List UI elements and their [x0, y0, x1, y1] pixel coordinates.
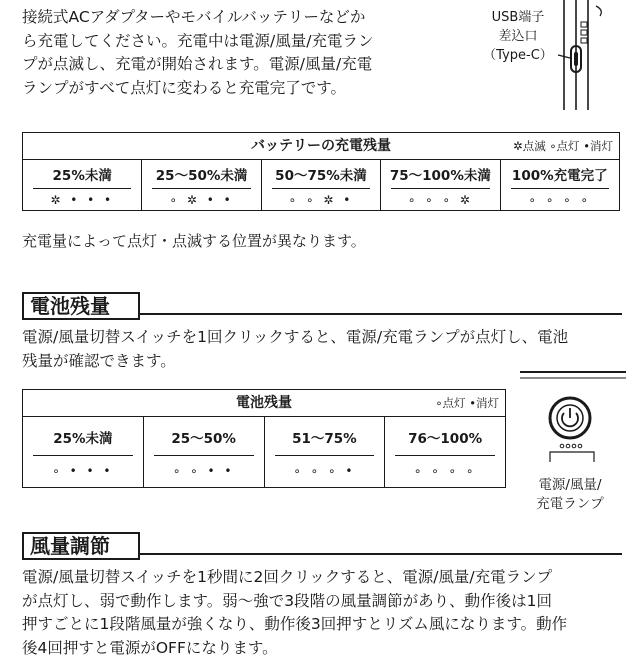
battery-col-label: 25%未満 [53, 431, 113, 447]
divider [152, 188, 250, 189]
battery-table-header [23, 390, 506, 417]
wind-paragraph [22, 566, 632, 660]
device-side-illustration [470, 0, 620, 110]
charge-col [261, 160, 380, 211]
charge-table-legend: ✲点滅 ∘点灯 •消灯 [513, 139, 613, 153]
charge-col-label: 100%充電完了 [511, 168, 608, 184]
wind-line: 後4回押すと電源がOFFになります。 [22, 638, 278, 657]
intro-paragraph [22, 6, 452, 100]
battery-col [143, 417, 264, 488]
wind-heading: 風量調節 [22, 532, 140, 560]
charge-table-header [23, 133, 620, 160]
battery-col [264, 417, 385, 488]
intro-line: ランプがすべて点灯に変わると充電完了です。 [22, 78, 346, 97]
charge-table-title: バッテリーの充電残量 [251, 138, 391, 154]
wind-line: が点灯し、弱で動作します。弱～強で3段階の風量調節があり、動作後は1回 [22, 591, 552, 610]
divider [33, 455, 133, 456]
power-button-illustration [518, 366, 628, 476]
charge-col-label: 25%未満 [52, 168, 112, 184]
usb-port-figure [470, 0, 620, 110]
battery-col-label: 76～100% [408, 431, 483, 447]
battery-col-label: 25～50% [171, 431, 236, 447]
indicator-dots: ∘ ∘ ∘ ∘ [413, 464, 477, 478]
indicator-dots: ∘ ∘ • • [172, 464, 235, 478]
battery-col [23, 417, 144, 488]
divider [391, 188, 489, 189]
battery-table-legend: ∘点灯 •消灯 [435, 396, 499, 410]
divider [33, 188, 131, 189]
battery-line: 残量が確認できます。 [22, 351, 176, 370]
charge-col [500, 160, 619, 211]
battery-col [385, 417, 506, 488]
lamp-figure [518, 366, 628, 516]
usb-label: USB端子 差込口 （Type-C） [483, 10, 553, 63]
indicator-dots: ∘ ✲ • • [169, 193, 234, 207]
indicator-dots: ∘ • • • [52, 464, 114, 478]
charge-col-label: 75～100%未満 [389, 168, 491, 184]
lamp-caption: 電源/風量/ 充電ランプ [536, 477, 604, 512]
divider [275, 455, 375, 456]
wind-line: 電源/風量切替スイッチを1秒間に2回クリックすると、電源/風量/充電ランプ [22, 568, 553, 586]
charge-level-table [22, 132, 620, 211]
battery-table-title: 電池残量 [236, 395, 292, 411]
charge-col [381, 160, 500, 211]
indicator-dots: ∘ ∘ ∘ ✲ [407, 193, 473, 207]
indicator-dots: ∘ ∘ ✲ • [288, 193, 354, 207]
battery-level-table [22, 389, 506, 488]
indicator-dots: ∘ ∘ ∘ • [293, 464, 356, 478]
divider [511, 188, 609, 189]
indicator-dots: ∘ ∘ ∘ ∘ [528, 193, 592, 207]
charge-col [23, 160, 142, 211]
charge-note: 充電量によって点灯・点滅する位置が異なります。 [22, 232, 366, 250]
charge-col-label: 50～75%未満 [275, 168, 367, 184]
intro-line: 接続式ACアダプターやモバイルバッテリーなどか [22, 8, 366, 26]
battery-line: 電源/風量切替スイッチを1回クリックすると、電源/充電ランプが点灯し、電池 [22, 328, 569, 346]
wind-line: 押すごとに1段階風量が強くなり、動作後3回押すとリズム風になります。動作 [22, 615, 568, 633]
battery-heading: 電池残量 [22, 292, 140, 320]
intro-line: ら充電してください。充電中は電源/風量/充電ラン [22, 31, 374, 50]
charge-col [142, 160, 261, 211]
battery-col-label: 51～75% [292, 431, 357, 447]
indicator-dots: ✲ • • • [50, 193, 115, 207]
divider [272, 188, 370, 189]
charge-col-label: 25～50%未満 [155, 168, 248, 184]
intro-line: プが点滅し、充電が開始されます。電源/風量/充電 [22, 55, 373, 73]
divider [395, 455, 495, 456]
divider [154, 455, 254, 456]
